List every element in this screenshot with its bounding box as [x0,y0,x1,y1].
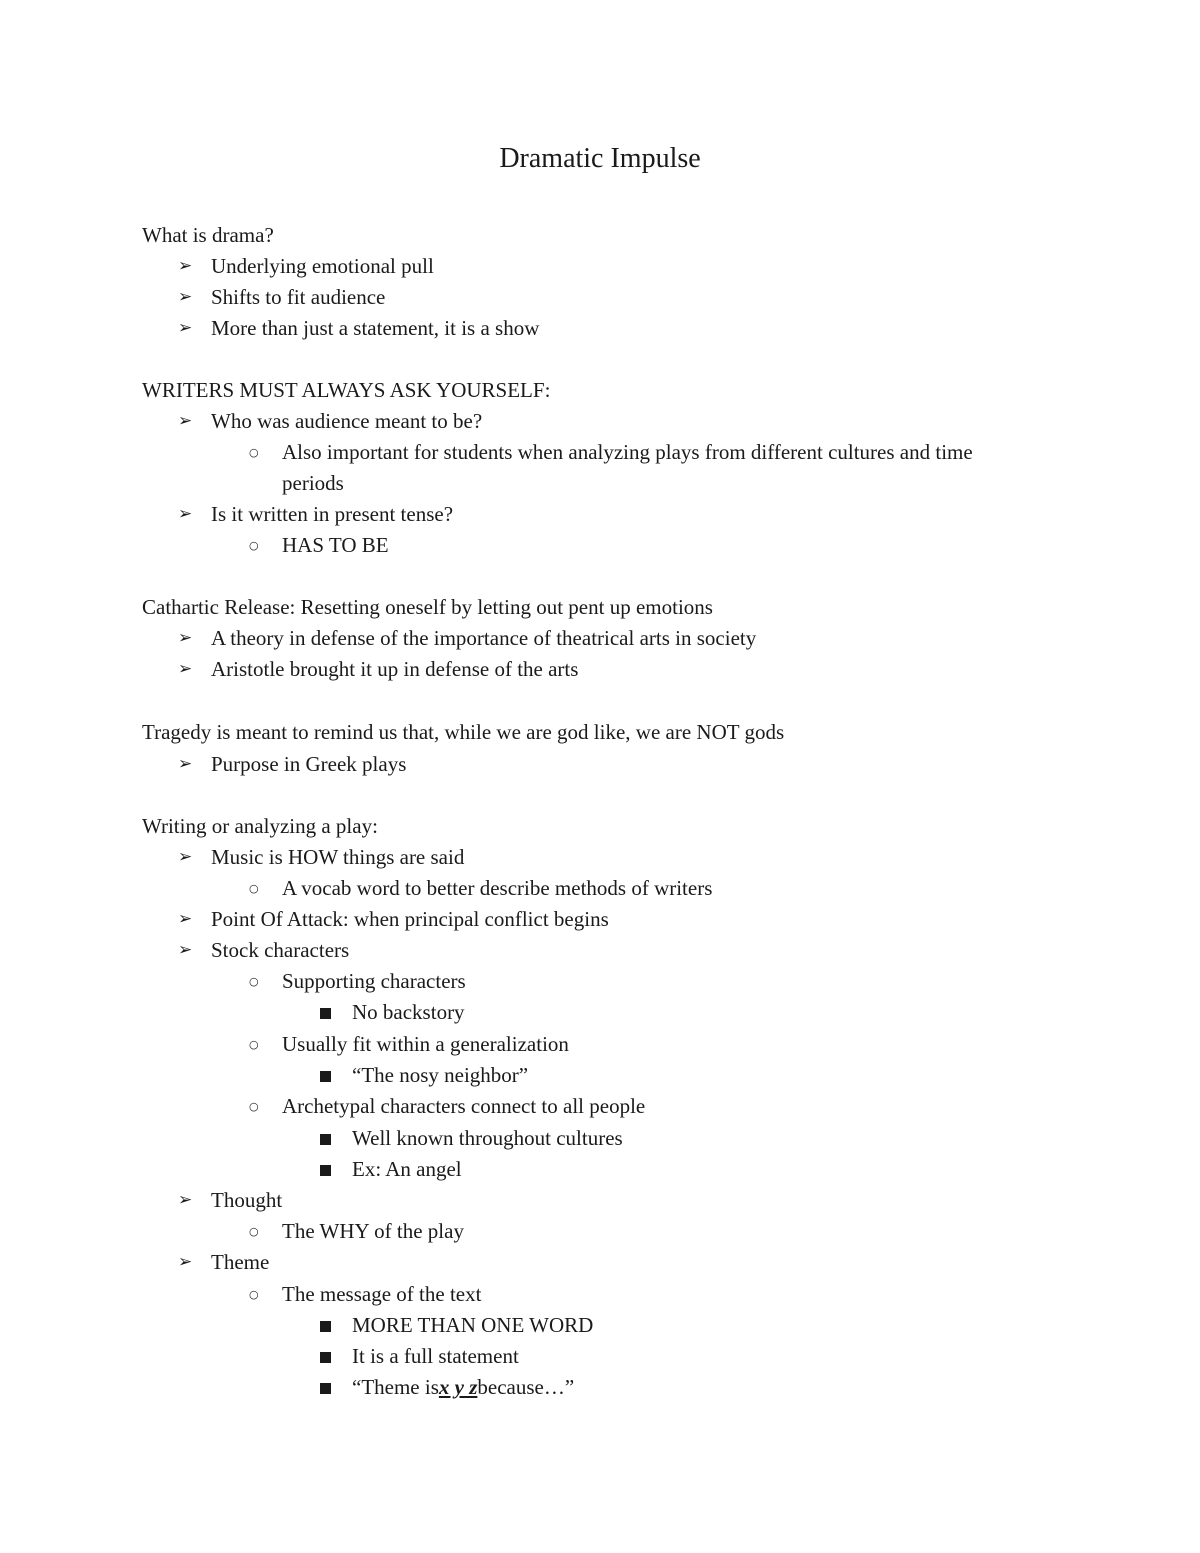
arrow-bullet-icon: ➢ [178,256,193,276]
theme-example-end: because…” [477,1375,575,1399]
square-bullet-icon [320,1008,331,1019]
arrow-bullet-icon: ➢ [178,847,193,867]
circle-bullet-icon: ○ [249,539,259,552]
arrow-bullet-icon: ➢ [178,909,193,929]
square-bullet-icon [320,1321,331,1332]
section-heading: WRITERS MUST ALWAYS ASK YOURSELF: [142,378,551,402]
circle-bullet-icon: ○ [249,1288,259,1301]
square-bullet-icon [320,1071,331,1082]
document-title: Dramatic Impulse [499,143,701,174]
square-bullet-icon [320,1134,331,1145]
square-bullet-icon [320,1352,331,1363]
section-heading: Tragedy is meant to remind us that, while we are god like, we are NOT gods [142,720,785,744]
arrow-bullet-icon: ➢ [178,628,193,648]
arrow-bullet-icon: ➢ [178,287,193,307]
section-heading: Writing or analyzing a play: [142,814,378,838]
arrow-bullet-icon: ➢ [178,504,193,524]
arrow-bullet-icon: ➢ [178,411,193,431]
arrow-bullet-icon: ➢ [178,754,193,774]
square-bullet-icon [320,1383,331,1394]
section-heading: What is drama? [142,223,274,247]
square-bullet-icon [320,1165,331,1176]
arrow-bullet-icon: ➢ [178,659,193,679]
arrow-bullet-icon: ➢ [178,1252,193,1272]
document-page: Dramatic Impulse What is drama? ➢ Underlying emotional pull ➢ Shifts to fit audience ➢ More than just a statement, it is a show WRITERS MUST ALWAYS ASK YOURSELF: ➢ Who was audience meant to be? ○ Also important for students when analyzing plays from different cultures and time periods ➢ Is it written in present tense? ○ HAS TO BE Cathartic Release: Resetting oneself by letting out pent up emotions ➢ A theory in defense of the importance of theatrical arts in society ➢ Aristotle brought it up in defense of the arts Tragedy is meant to remind us that, while we are god like, we are NOT gods ➢ Purpose in Greek plays Writing or analyzing a play: ➢ Music is HOW things are said ○ A vocab word to better describe methods of writers ➢ Point Of Attack: when principal conflict begins ➢ Stock characters ○ Supporting characters No backstory ○ Usually fit within a generalization “The nosy neighbor” ○ Archetypal characters connect to all people Well known throughout cultures Ex: An angel ➢ Thought ○ The WHY of the play ➢ Theme ○ The message of the text MORE THAN ONE WORD It is a full statement “Theme isx y zbecause…” [0,0,1200,1553]
arrow-bullet-icon: ➢ [178,318,193,338]
circle-bullet-icon: ○ [249,975,259,988]
circle-bullet-icon: ○ [249,1038,259,1051]
arrow-bullet-icon: ➢ [178,1190,193,1210]
arrow-bullet-icon: ➢ [178,940,193,960]
theme-example-variable: x y z [438,1375,478,1399]
theme-example-start: “Theme is [352,1375,439,1399]
section-heading: Cathartic Release: Resetting oneself by letting out pent up emotions [142,595,713,619]
circle-bullet-icon: ○ [249,882,259,895]
circle-bullet-icon: ○ [249,1225,259,1238]
circle-bullet-icon: ○ [249,1100,259,1113]
circle-bullet-icon: ○ [249,446,259,459]
